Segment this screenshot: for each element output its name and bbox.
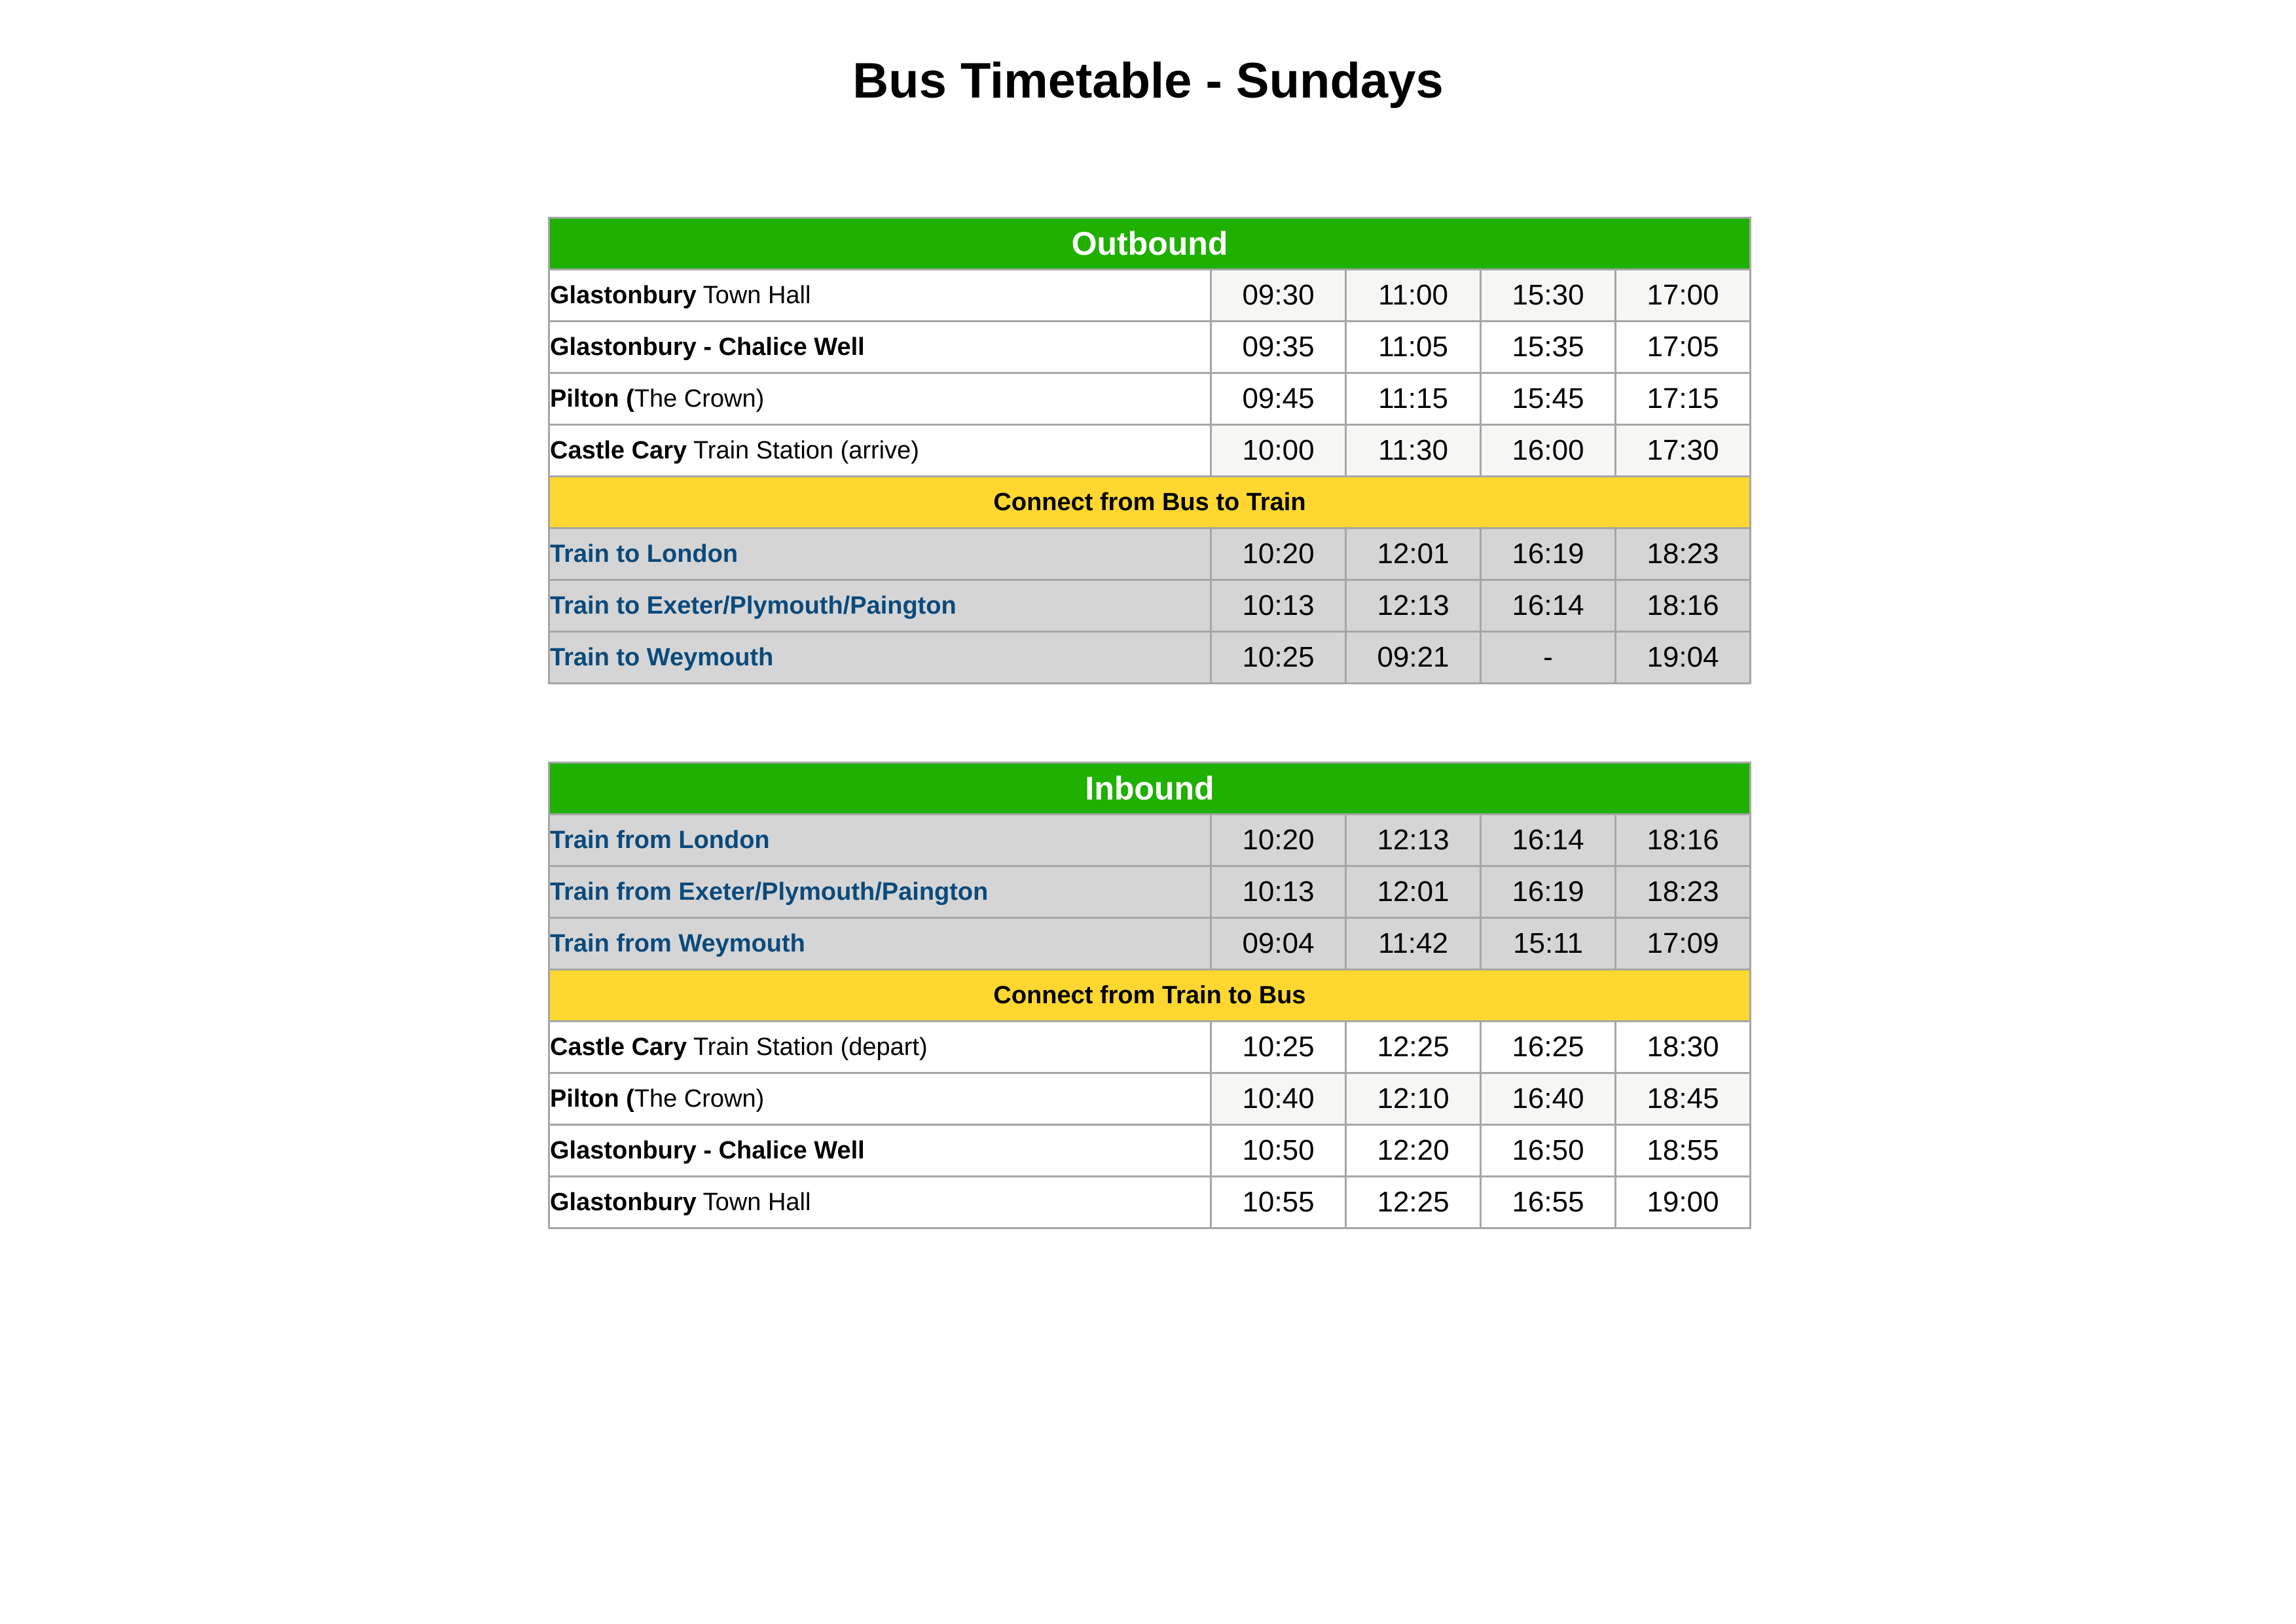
- time-cell: 17:15: [1616, 373, 1751, 425]
- train-label: Train to London: [549, 528, 1211, 580]
- time-cell: 10:25: [1211, 1022, 1346, 1073]
- time-cell: 12:01: [1346, 528, 1481, 580]
- time-cell: 16:19: [1481, 866, 1616, 918]
- time-cell: 10:55: [1211, 1177, 1346, 1228]
- table-row: [549, 1177, 1751, 1228]
- stop-name: Glastonbury - Chalice Well: [549, 322, 1211, 373]
- time-cell: 10:13: [1211, 866, 1346, 918]
- connect-band: Connect from Train to Bus: [549, 970, 1751, 1022]
- train-label: Train from Exeter/Plymouth/Paington: [549, 866, 1211, 918]
- time-cell: 19:04: [1616, 632, 1751, 684]
- time-cell: 10:25: [1211, 632, 1346, 684]
- table-row: [549, 918, 1751, 970]
- time-cell: 09:35: [1211, 322, 1346, 373]
- stop-name: Glastonbury - Chalice Well: [549, 1125, 1211, 1177]
- time-cell: 17:00: [1616, 270, 1751, 322]
- time-cell: 10:20: [1211, 815, 1346, 866]
- stop-name: Castle Cary Train Station (depart): [549, 1022, 1211, 1073]
- time-cell: 15:45: [1481, 373, 1616, 425]
- time-cell: 09:30: [1211, 270, 1346, 322]
- time-cell: 12:10: [1346, 1073, 1481, 1125]
- time-cell: 09:04: [1211, 918, 1346, 970]
- train-label: Train to Weymouth: [549, 632, 1211, 684]
- table-row: [549, 1125, 1751, 1177]
- time-cell: 12:20: [1346, 1125, 1481, 1177]
- time-cell: 18:16: [1616, 580, 1751, 632]
- time-cell: 11:05: [1346, 322, 1481, 373]
- time-cell: 16:00: [1481, 425, 1616, 477]
- time-cell: 11:15: [1346, 373, 1481, 425]
- time-cell: 18:16: [1616, 815, 1751, 866]
- time-cell: 17:09: [1616, 918, 1751, 970]
- time-cell: 18:23: [1616, 528, 1751, 580]
- time-cell: 18:55: [1616, 1125, 1751, 1177]
- time-cell: 16:25: [1481, 1022, 1616, 1073]
- time-cell: 15:30: [1481, 270, 1616, 322]
- page-title: Bus Timetable - Sundays: [852, 53, 1444, 109]
- time-cell: 11:42: [1346, 918, 1481, 970]
- time-cell: 16:14: [1481, 580, 1616, 632]
- table-row: [549, 580, 1751, 632]
- time-cell: 10:20: [1211, 528, 1346, 580]
- time-cell: 15:35: [1481, 322, 1616, 373]
- inbound-table: [548, 762, 1751, 1229]
- table-row: [549, 270, 1751, 322]
- connect-band: Connect from Bus to Train: [549, 477, 1751, 528]
- time-cell: 12:25: [1346, 1177, 1481, 1228]
- time-cell: 09:45: [1211, 373, 1346, 425]
- time-cell: 16:55: [1481, 1177, 1616, 1228]
- time-cell: 16:50: [1481, 1125, 1616, 1177]
- train-label: Train from London: [549, 815, 1211, 866]
- table-row: [549, 425, 1751, 477]
- time-cell: 16:19: [1481, 528, 1616, 580]
- time-cell: 18:45: [1616, 1073, 1751, 1125]
- time-cell: 10:50: [1211, 1125, 1346, 1177]
- time-cell: 18:30: [1616, 1022, 1751, 1073]
- table-row: [549, 373, 1751, 425]
- time-cell: 11:30: [1346, 425, 1481, 477]
- time-cell: 10:00: [1211, 425, 1346, 477]
- table-row: [549, 815, 1751, 866]
- time-cell: 16:14: [1481, 815, 1616, 866]
- stop-name: Glastonbury Town Hall: [549, 270, 1211, 322]
- table-row: [549, 528, 1751, 580]
- stop-name: Pilton (The Crown): [549, 1073, 1211, 1125]
- time-cell: 17:30: [1616, 425, 1751, 477]
- table-row: [549, 322, 1751, 373]
- outbound-table: [548, 217, 1751, 684]
- time-cell: 12:13: [1346, 815, 1481, 866]
- stop-name: Castle Cary Train Station (arrive): [549, 425, 1211, 477]
- stop-name: Pilton (The Crown): [549, 373, 1211, 425]
- table-row: [549, 1022, 1751, 1073]
- train-label: Train from Weymouth: [549, 918, 1211, 970]
- table-row: [549, 632, 1751, 684]
- table-row: [549, 1073, 1751, 1125]
- time-cell: 10:40: [1211, 1073, 1346, 1125]
- outbound-header: Outbound: [549, 218, 1751, 270]
- train-label: Train to Exeter/Plymouth/Paington: [549, 580, 1211, 632]
- stop-name: Glastonbury Town Hall: [549, 1177, 1211, 1228]
- time-cell: 11:00: [1346, 270, 1481, 322]
- time-cell: -: [1481, 632, 1616, 684]
- time-cell: 19:00: [1616, 1177, 1751, 1228]
- time-cell: 16:40: [1481, 1073, 1616, 1125]
- time-cell: 15:11: [1481, 918, 1616, 970]
- table-row: [549, 866, 1751, 918]
- time-cell: 10:13: [1211, 580, 1346, 632]
- time-cell: 12:01: [1346, 866, 1481, 918]
- time-cell: 09:21: [1346, 632, 1481, 684]
- inbound-header: Inbound: [549, 763, 1751, 815]
- time-cell: 17:05: [1616, 322, 1751, 373]
- time-cell: 12:13: [1346, 580, 1481, 632]
- time-cell: 12:25: [1346, 1022, 1481, 1073]
- time-cell: 18:23: [1616, 866, 1751, 918]
